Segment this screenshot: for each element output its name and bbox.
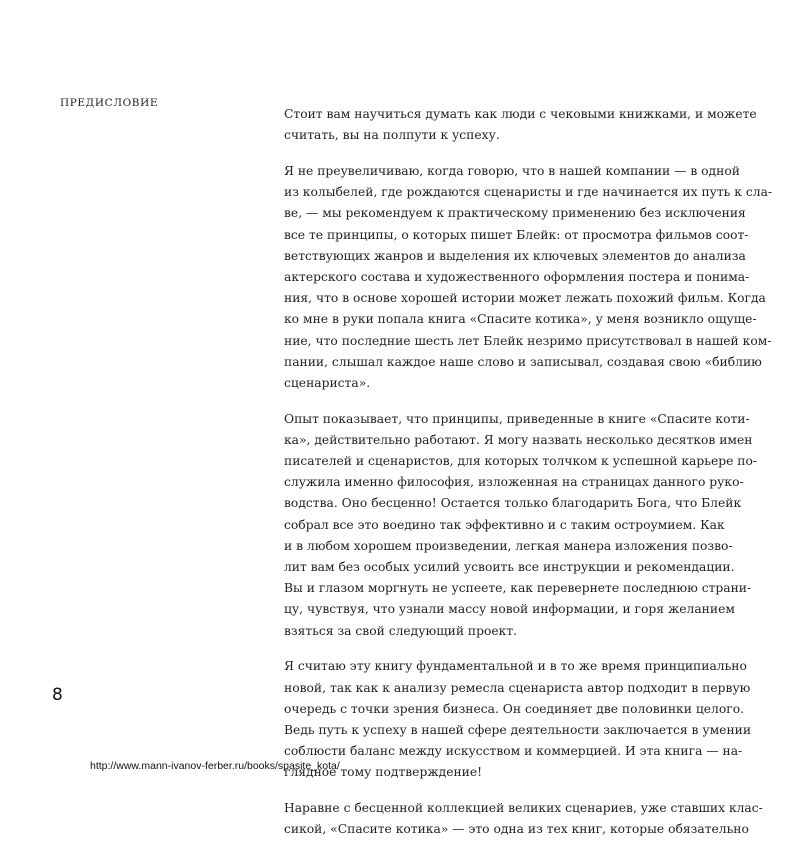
text-line: Опыт показывает, что принципы, приведенные в книге «Спасите коти-: [284, 411, 750, 426]
text-line: служила именно философия, изложенная на страницах данного руко-: [284, 475, 744, 490]
text-line: актерского состава и художественного оформления постера и понима-: [284, 269, 750, 284]
text-line: ние, что последние шесть лет Блейк незримо присутствовал в нашей ком-: [284, 333, 772, 348]
text-line: Ведь путь к успеху в нашей сфере деятельности заключается в умении: [284, 722, 752, 737]
text-line: пании, слышал каждое наше слово и записывал, создавая свою «библию: [284, 354, 762, 369]
text-line: ка», действительно работают. Я могу назвать несколько десятков имен: [284, 432, 753, 447]
text-line: Я считаю эту книгу фундаментальной и в то же время принципиально: [284, 659, 747, 674]
text-line: Я не преувеличиваю, когда говорю, что в нашей компании — в одной: [284, 163, 740, 178]
text-line: лит вам без особых усилий усвоить все инструкции и рекомендации.: [284, 560, 735, 575]
text-line: соблюсти баланс между искусством и коммерцией. И эта книга — на-: [284, 744, 743, 759]
text-line: и в любом хорошем произведении, легкая манера изложения позво-: [284, 538, 733, 553]
text-line: ния, что в основе хорошей истории может лежать похожий фильм. Когда: [284, 291, 766, 306]
paragraph: [284, 656, 752, 783]
paragraph: [284, 409, 758, 642]
text-line: Стоит вам научиться думать как люди с чековыми книжками, и можете: [284, 107, 757, 121]
text-line: очередь с точки зрения бизнеса. Он соединяет две половинки целого.: [284, 701, 745, 716]
text-line: все те принципы, о которых пишет Блейк: от просмотра фильмов соот-: [284, 227, 749, 242]
text-line: цу, чувствуя, что узнали массу новой информации, и горя желанием: [284, 602, 735, 617]
text-line: водства. Оно бесценно! Остается только благодарить Бога, что Блейк: [284, 496, 742, 511]
text-line: писателей и сценаристов, для которых толчком к успешной карьере по-: [284, 454, 758, 469]
text-line: сценариста».: [284, 375, 371, 390]
page-number: 8: [52, 685, 63, 705]
text-line: взяться за свой следующий проект.: [284, 623, 518, 638]
text-line: считать, вы на полпути к успеху.: [284, 128, 500, 143]
section-label: ПРЕДИСЛОВИЕ: [60, 97, 159, 109]
text-line: Вы и глазом моргнуть не успеете, как перевернете последнюю страни-: [284, 581, 752, 596]
text-line: собрал все это воедино так эффективно и с таким остроумием. Как: [284, 517, 725, 532]
text-line: новой, так как к анализу ремесла сценариста автор подходит в первую: [284, 680, 751, 695]
text-line: из колыбелей, где рождаются сценаристы и где начинается их путь к сла-: [284, 185, 773, 200]
paragraph: [284, 104, 757, 146]
text-line: ве, — мы рекомендуем к практическому применению без исключения: [284, 206, 746, 221]
paragraph: [284, 798, 763, 840]
text-line: ветствующих жанров и выделения их ключевых элементов до анализа: [284, 248, 746, 263]
text-line: сикой, «Спасите котика» — это одна из тех книг, которые обязательно: [284, 822, 749, 837]
text-line: глядное тому подтверждение!: [284, 765, 483, 780]
footer-url: http://www.mann-ivanov-ferber.ru/books/spasite_kota/: [90, 760, 340, 772]
body-text: [284, 104, 773, 855]
text-line: ко мне в руки попала книга «Спасите котика», у меня возникло ощуще-: [284, 312, 757, 327]
text-line: Наравне с бесценной коллекцией великих сценариев, уже ставших клас-: [284, 801, 763, 816]
paragraph: [284, 161, 773, 394]
